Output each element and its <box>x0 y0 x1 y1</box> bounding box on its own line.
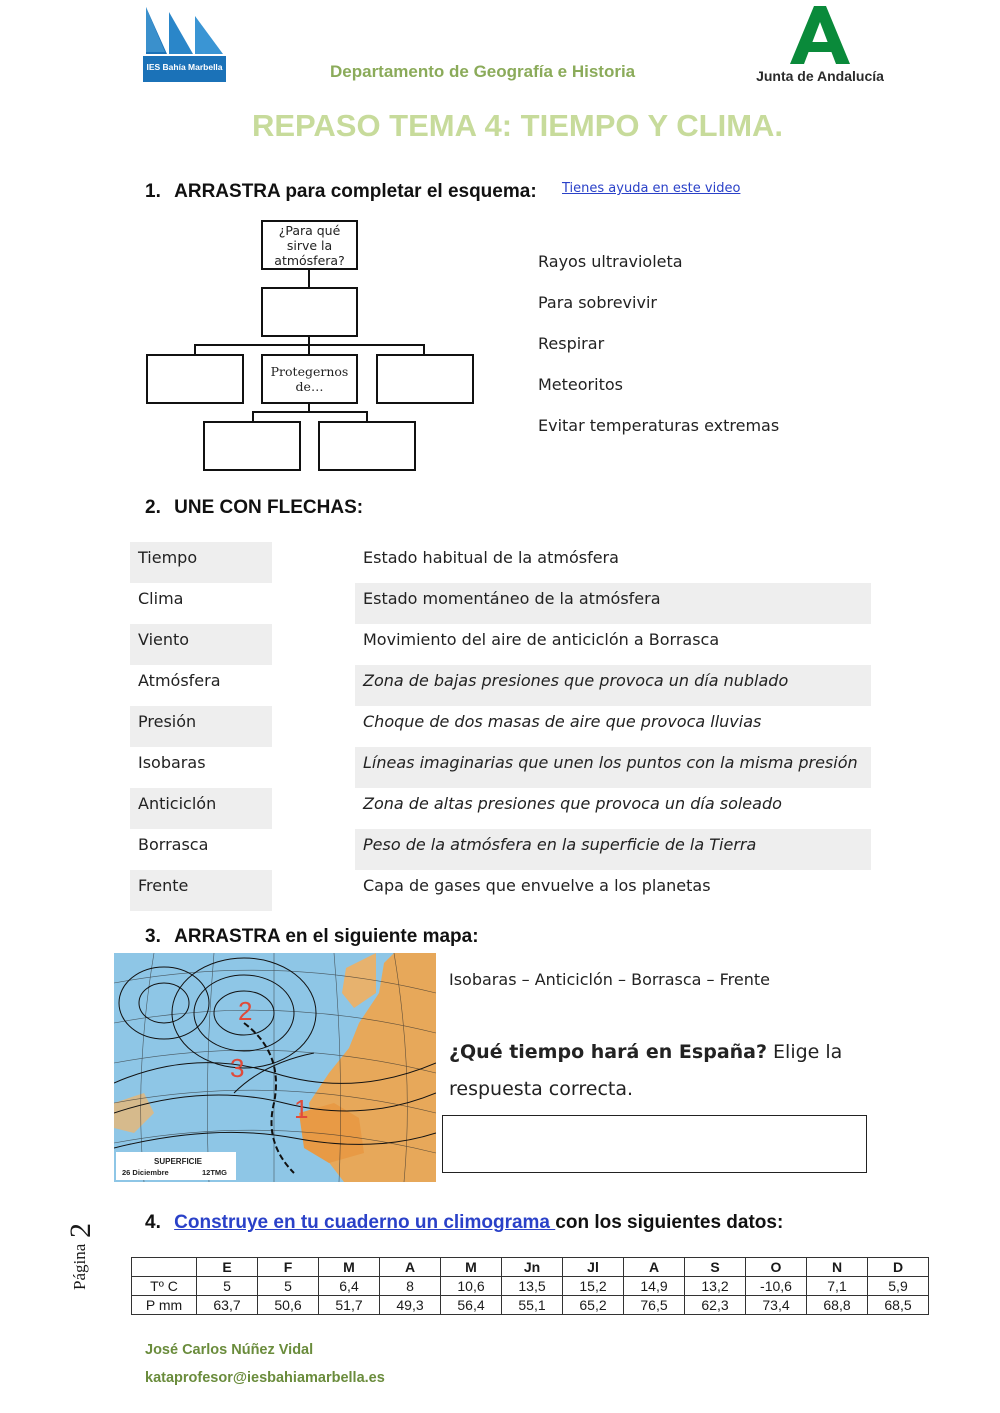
prec-cell: 51,7 <box>319 1296 380 1315</box>
author-name: José Carlos Núñez Vidal <box>145 1342 314 1358</box>
table-corner-cell <box>132 1258 197 1277</box>
section3-title: ARRASTRA en el siguiente mapa: <box>174 926 479 947</box>
drag-word[interactable]: Respirar <box>538 334 605 353</box>
department-name: Departamento de Geografía e Historia <box>330 62 636 81</box>
scheme-root-box <box>261 220 358 270</box>
author-email: kataprofesor@iesbahiamarbella.es <box>145 1370 385 1386</box>
drag-word[interactable]: Meteoritos <box>538 375 623 394</box>
map-caption-date: 26 Diciembre <box>122 1168 169 1177</box>
prec-cell: 55,1 <box>502 1296 563 1315</box>
map-label-3[interactable]: 3 <box>230 1053 245 1083</box>
prec-cell: 76,5 <box>624 1296 685 1315</box>
section3-heading <box>145 926 479 948</box>
temp-cell: 13,2 <box>685 1277 746 1296</box>
month-header: E <box>197 1258 258 1277</box>
question-bold: ¿Qué tiempo hará en España? <box>449 1041 768 1063</box>
section4-heading <box>145 1212 783 1234</box>
prec-cell: 50,6 <box>258 1296 319 1315</box>
match-term[interactable]: Isobaras <box>138 753 206 772</box>
month-header: A <box>380 1258 441 1277</box>
month-header: M <box>441 1258 502 1277</box>
temp-cell: 14,9 <box>624 1277 685 1296</box>
drag-word[interactable]: Para sobrevivir <box>538 293 657 312</box>
question-rest: Elige la respuesta correcta. <box>449 1041 843 1100</box>
match-definition[interactable]: Estado habitual de la atmósfera <box>363 548 619 567</box>
drop-box-bottom-right[interactable] <box>318 421 416 471</box>
section1-number: 1. <box>145 181 161 202</box>
scheme-connector <box>308 270 310 287</box>
section4-title-rest: con los siguientes datos: <box>555 1212 784 1233</box>
prec-cell: 56,4 <box>441 1296 502 1315</box>
section3-number: 3. <box>145 926 161 947</box>
match-definition[interactable]: Capa de gases que envuelve a los planetas <box>363 876 711 895</box>
temp-cell: -10,6 <box>746 1277 807 1296</box>
school-logo-text: IES Bahía Marbella <box>146 62 223 72</box>
temp-cell: 10,6 <box>441 1277 502 1296</box>
match-term[interactable]: Borrasca <box>138 835 209 854</box>
row-label: P mm <box>132 1296 197 1315</box>
temp-cell: 15,2 <box>563 1277 624 1296</box>
prec-cell: 68,5 <box>868 1296 929 1315</box>
match-term[interactable]: Clima <box>138 589 184 608</box>
match-definition[interactable]: Movimiento del aire de anticiclón a Borrasca <box>363 630 720 649</box>
section1-heading <box>145 181 537 203</box>
prec-cell: 62,3 <box>685 1296 746 1315</box>
page-label: Página <box>70 1243 89 1290</box>
page-title: REPASO TEMA 4: TIEMPO Y CLIMA. <box>251 108 784 143</box>
match-definition[interactable]: Zona de bajas presiones que provoca un día nublado <box>355 665 871 706</box>
row-label: Tº C <box>132 1277 197 1296</box>
temp-cell: 5 <box>197 1277 258 1296</box>
section2-number: 2. <box>145 497 161 518</box>
month-header: Jn <box>502 1258 563 1277</box>
temp-cell: 7,1 <box>807 1277 868 1296</box>
climate-data-table <box>131 1257 929 1315</box>
prec-cell: 73,4 <box>746 1296 807 1315</box>
drop-box-bottom-left[interactable] <box>203 421 301 471</box>
temp-cell: 8 <box>380 1277 441 1296</box>
temp-cell: 5 <box>258 1277 319 1296</box>
month-header: D <box>868 1258 929 1277</box>
prec-cell: 65,2 <box>563 1296 624 1315</box>
page-number <box>48 1200 108 1300</box>
scheme-protect-text: Protegernos de… <box>270 364 349 394</box>
answer-dropdown[interactable] <box>442 1115 867 1173</box>
month-header: A <box>624 1258 685 1277</box>
table-row <box>132 1296 929 1315</box>
month-header: O <box>746 1258 807 1277</box>
match-definition[interactable]: Peso de la atmósfera en la superficie de la Tierra <box>355 829 871 870</box>
map-drag-words[interactable]: Isobaras – Anticiclón – Borrasca – Frente <box>449 970 771 989</box>
match-definition[interactable]: Zona de altas presiones que provoca un día soleado <box>363 794 782 813</box>
match-term[interactable]: Atmósfera <box>138 671 221 690</box>
junta-name: Junta de Andalucía <box>756 68 884 84</box>
drag-word[interactable]: Rayos ultravioleta <box>538 252 683 271</box>
section2-heading <box>145 497 363 519</box>
map-caption-time: 12TMG <box>202 1168 228 1177</box>
scheme-connector <box>252 411 368 413</box>
section1-title: ARRASTRA para completar el esquema: <box>174 181 537 202</box>
scheme-protect-box <box>261 354 358 404</box>
drop-box-left[interactable] <box>146 354 244 404</box>
match-definition[interactable]: Choque de dos masas de aire que provoca lluvias <box>363 712 762 731</box>
month-header: F <box>258 1258 319 1277</box>
match-term[interactable]: Presión <box>130 706 272 747</box>
table-header-row <box>132 1258 929 1277</box>
page-number-value: 2 <box>64 1223 97 1238</box>
drag-word[interactable]: Evitar temperaturas extremas <box>538 416 780 435</box>
match-term[interactable]: Viento <box>130 624 272 665</box>
temp-cell: 6,4 <box>319 1277 380 1296</box>
weather-map[interactable] <box>114 953 436 1182</box>
prec-cell: 68,8 <box>807 1296 868 1315</box>
match-definition[interactable]: Estado momentáneo de la atmósfera <box>355 583 871 624</box>
table-row <box>132 1277 929 1296</box>
prec-cell: 49,3 <box>380 1296 441 1315</box>
video-help-link[interactable]: Tienes ayuda en este video <box>562 181 741 196</box>
month-header: S <box>685 1258 746 1277</box>
map-caption-title: SUPERFICIE <box>154 1157 203 1166</box>
section4-number: 4. <box>145 1212 161 1233</box>
section2-title: UNE CON FLECHAS: <box>174 497 364 518</box>
match-term[interactable]: Anticiclón <box>130 788 272 829</box>
map-label-1[interactable]: 1 <box>294 1094 309 1124</box>
temp-cell: 13,5 <box>502 1277 563 1296</box>
match-definition[interactable]: Líneas imaginarias que unen los puntos con la misma presión <box>355 747 871 788</box>
month-header: M <box>319 1258 380 1277</box>
spain-weather-question <box>449 1034 859 1108</box>
drop-box-right[interactable] <box>376 354 474 404</box>
month-header: N <box>807 1258 868 1277</box>
match-term[interactable]: Frente <box>130 870 272 911</box>
drop-box-purpose[interactable] <box>261 287 358 337</box>
temp-cell: 5,9 <box>868 1277 929 1296</box>
climograma-link[interactable]: Construye en tu cuaderno un climograma <box>174 1212 556 1233</box>
scheme-root-text: ¿Para qué sirve la atmósfera? <box>274 223 345 268</box>
month-header: Jl <box>563 1258 624 1277</box>
prec-cell: 63,7 <box>197 1296 258 1315</box>
match-term[interactable]: Tiempo <box>130 542 272 583</box>
map-label-2[interactable]: 2 <box>238 996 253 1026</box>
school-logo <box>143 2 226 82</box>
